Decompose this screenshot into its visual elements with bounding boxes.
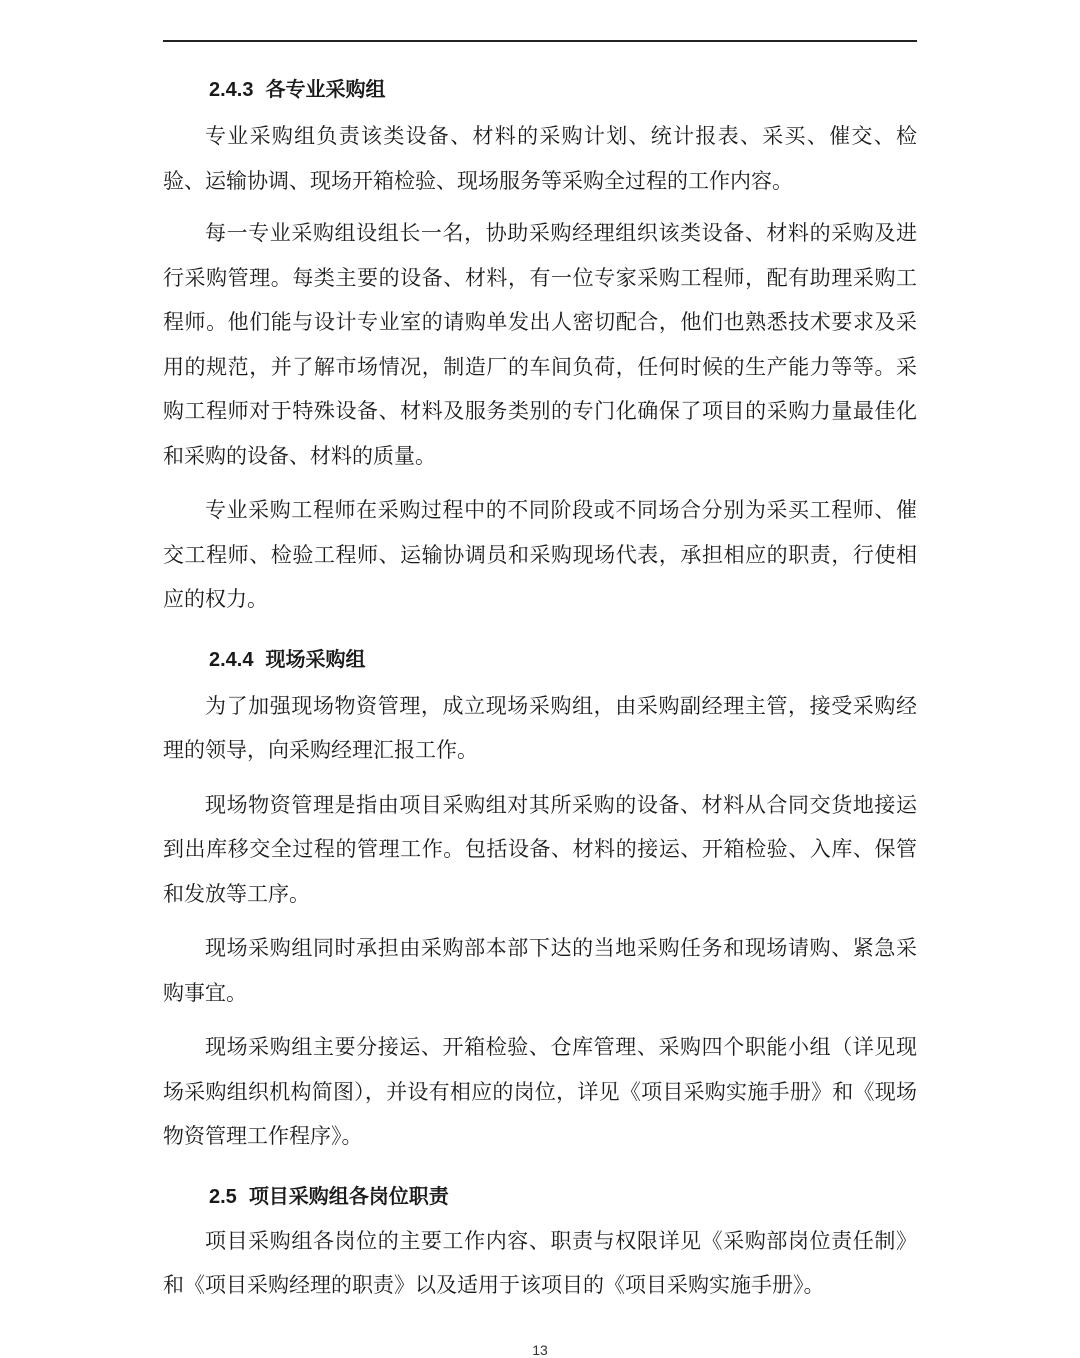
paragraph: 每一专业采购组设组长一名，协助采购经理组织该类设备、材料的采购及进行采购管理。每类主要的设备、材料，有一位专家采购工程师，配有助理采购工程师。他们能与设计专业室的请购单发出人密切配合，他们也熟悉技术要求及采用的规范，并了解市场情况，制造厂的车间负荷，任何时候的生产能力等等。采购工程师对于特殊设备、材料及服务类别的专门化确保了项目的采购力量最佳化和采购的设备、材料的质量。 xyxy=(163,221,917,468)
section-title: 现场采购组 xyxy=(265,646,366,671)
section-title: 项目采购组各岗位职责 xyxy=(248,1183,449,1208)
section-2-4-3 xyxy=(163,66,917,622)
section-heading xyxy=(163,66,917,112)
section-heading xyxy=(163,636,917,682)
paragraph: 现场采购组同时承担由采购部本部下达的当地采购任务和现场请购、紧急采购事宜。 xyxy=(163,936,917,1005)
section-number: 2.5 xyxy=(209,1185,237,1208)
header-rule xyxy=(163,40,917,42)
section-title: 各专业采购组 xyxy=(265,77,386,101)
paragraph: 专业采购组负责该类设备、材料的采购计划、统计报表、采买、催交、检验、运输协调、现场开箱检验、现场服务等采购全过程的工作内容。 xyxy=(163,124,917,193)
section-number: 2.4.4 xyxy=(209,648,254,671)
section-number: 2.4.3 xyxy=(209,79,254,101)
paragraph: 为了加强现场物资管理，成立现场采购组，由采购副经理主管，接受采购经理的领导，向采购经理汇报工作。 xyxy=(163,693,917,762)
section-2-4-4 xyxy=(163,636,917,1159)
section-heading xyxy=(163,1173,917,1219)
section-2-5 xyxy=(163,1173,917,1308)
page-content xyxy=(163,66,917,1308)
paragraph: 现场采购组主要分接运、开箱检验、仓库管理、采购四个职能小组（详见现场采购组织机构简图），并设有相应的岗位，详见《项目采购实施手册》和《现场物资管理工作程序》。 xyxy=(163,1035,917,1148)
paragraph: 专业采购工程师在采购过程中的不同阶段或不同场合分别为采买工程师、催交工程师、检验工程师、运输协调员和采购现场代表，承担相应的职责，行使相应的权力。 xyxy=(163,498,917,611)
paragraph: 现场物资管理是指由项目采购组对其所采购的设备、材料从合同交货地接运到出库移交全过程的管理工作。包括设备、材料的接运、开箱检验、入库、保管和发放等工序。 xyxy=(163,792,917,906)
paragraph: 项目采购组各岗位的主要工作内容、职责与权限详见《采购部岗位责任制》和《项目采购经理的职责》以及适用于该项目的《项目采购实施手册》。 xyxy=(163,1228,917,1297)
page-number: 13 xyxy=(532,1342,548,1358)
